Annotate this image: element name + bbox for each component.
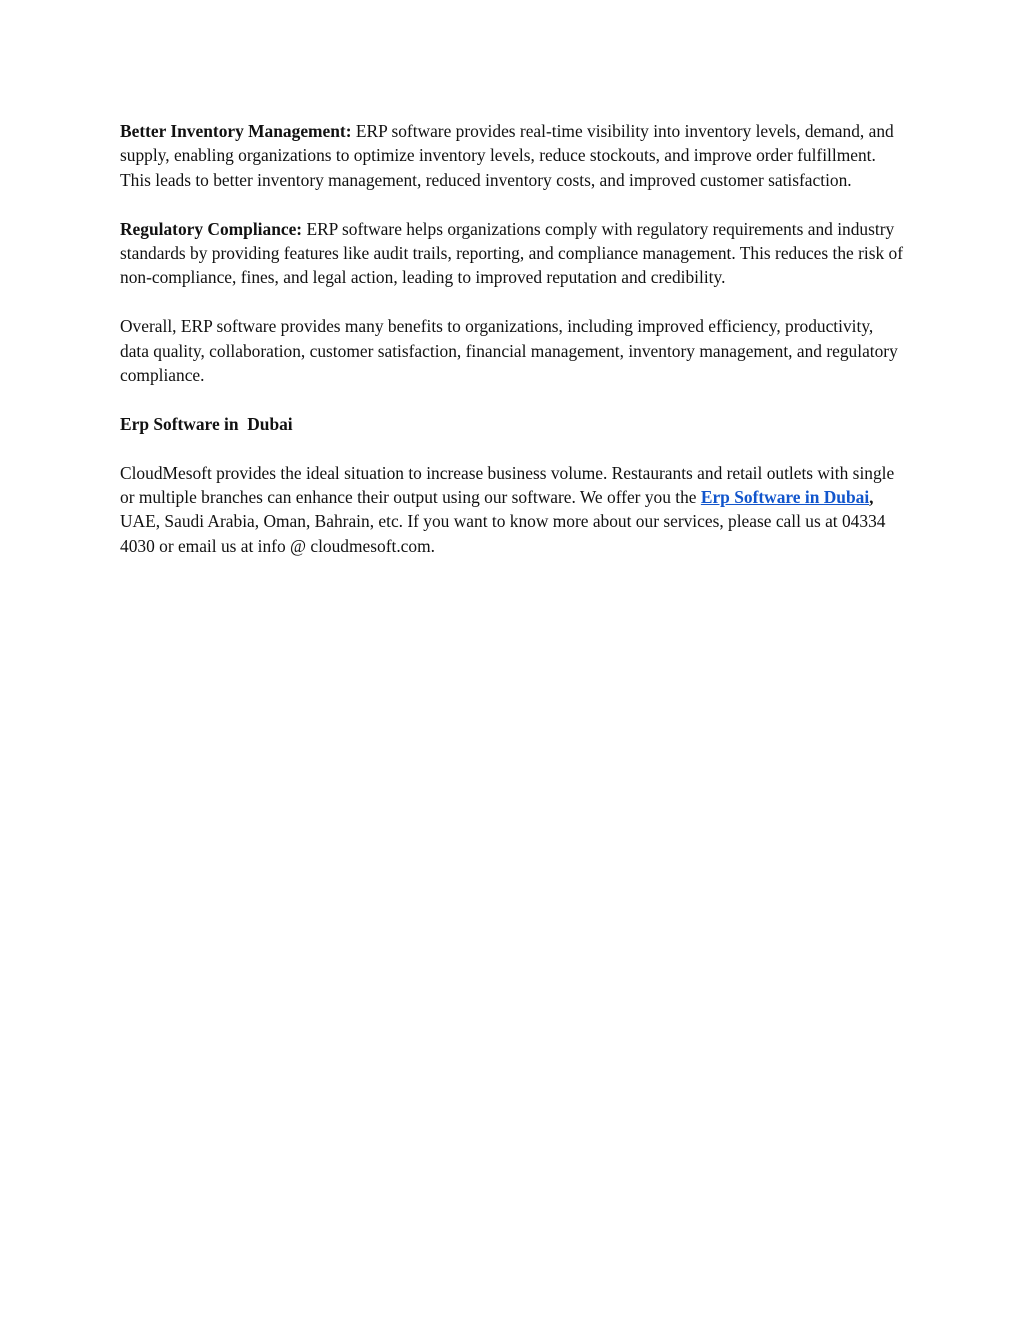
inventory-text: ERP software provides real-time visibility into inventory levels, demand, and supply, enabling organizations to optimize inventory levels, reduce stockouts, and improve order fulfillment. This leads to better inventory management, reduced inventory costs, and improved customer satisfaction. bbox=[120, 121, 894, 190]
overall-paragraph: Overall, ERP software provides many benefits to organizations, including improved efficiency, productivity, data quality, collaboration, customer satisfaction, financial management, inventory management, and regulatory compliance. bbox=[120, 316, 898, 386]
inventory-paragraph bbox=[120, 119, 904, 192]
dubai-heading: Erp Software in Dubai bbox=[120, 413, 293, 434]
erp-software-dubai-link[interactable]: Erp Software in Dubai bbox=[700, 487, 870, 508]
compliance-text: ERP software helps organizations comply with regulatory requirements and industry standards by providing features like audit trails, reporting, and compliance management. This reduces the risk of non-compliance, fines, and legal action, leading to improved reputation and credibility. bbox=[120, 218, 903, 288]
inventory-label: Better Inventory Management: bbox=[120, 121, 352, 141]
cloudmesoft-text-before: CloudMesoft provides the ideal situation to increase business volume. Restaurants and retail outlets with single or multiple branches can enhance their output using our software. We offer you the bbox=[120, 462, 895, 508]
cloudmesoft-paragraph bbox=[120, 461, 904, 559]
link-comma: , bbox=[869, 487, 874, 508]
cloudmesoft-text-after: UAE, Saudi Arabia, Oman, Bahrain, etc. If you want to know more about our services, please call us at 04334 4030 or email us at info @ cloudmesoft.com. bbox=[120, 511, 886, 556]
compliance-label: Regulatory Compliance: bbox=[120, 218, 303, 239]
compliance-paragraph bbox=[120, 217, 904, 290]
document-page bbox=[120, 119, 904, 583]
